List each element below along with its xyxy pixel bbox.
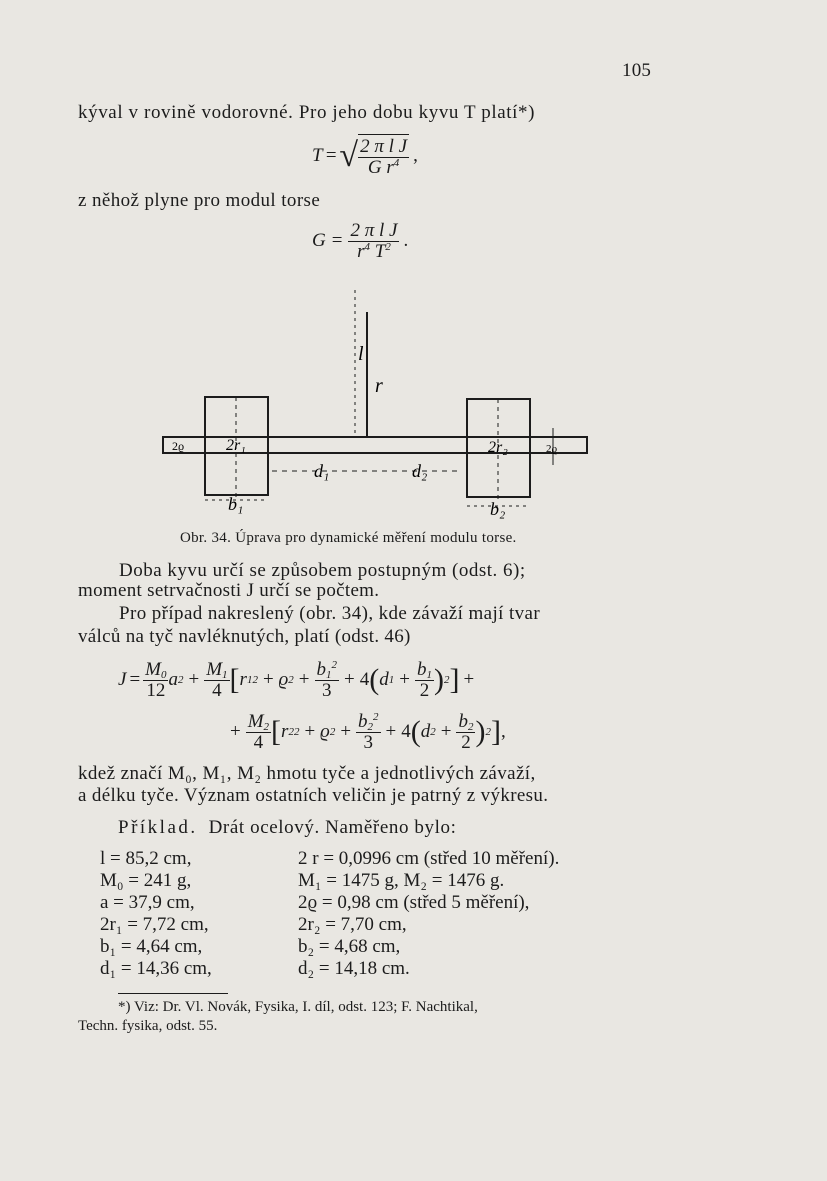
formula-g-num: 2 π l J [350,220,398,241]
formula-four-2: 4 [359,669,370,691]
formula-three-1: 3 [322,679,332,701]
figure-torsion-apparatus [0,0,827,560]
value-a: a = 37,9 cm, [100,892,195,913]
formula-plus-5: + [399,669,410,691]
figure-label-two-rho-right: 2ϱ [546,443,558,455]
values-left [100,848,212,980]
formula-plus-3: + [298,669,310,691]
formula-a: a [168,669,178,691]
value-m1-m2: M₁ = 1475 g, M₂ = 1476 g. [298,870,505,891]
formula-t-num: 2 π l J [360,136,408,157]
figure-label-r: r [375,375,383,397]
figure-label-b1: b₁ [228,494,244,514]
formula-b1: b [316,659,327,680]
formula-r1: r [239,669,247,691]
formula-b2-b-sub: 2 [467,721,474,733]
values-right [298,848,559,980]
value-d2: d₂ = 14,18 cm. [298,958,410,979]
value-d1: d₁ = 14,36 cm, [100,958,212,979]
formula-j: J [118,669,127,691]
figure-label-d1: d₁ [314,461,330,481]
formula-b1-sub: 1 [326,669,332,681]
formula-two-1: 2 [419,679,430,701]
line-modul: z něhož plyne pro modul torse [78,190,321,211]
formula-three-2: 3 [363,731,374,753]
formula-plus-7: + [230,721,241,743]
formula-plus-11: + [440,721,452,743]
formula-g-den-a-exp: 4 [364,240,370,253]
example-title-row [118,817,456,839]
figure-caption: Obr. 34. Úprava pro dynamické měření modulu torse. [180,530,517,546]
formula-d1: d [379,669,389,691]
value-2r: 2 r = 0,0996 cm (střed 10 měření). [298,848,560,869]
formula-b2-sub: 2 [367,721,374,733]
formula-b1-sq: 2 [331,659,338,671]
footnote-rule [118,993,228,994]
formula-plus-1: + [188,669,200,691]
formula-twelve: 12 [146,679,166,701]
formula-b1-b: b [416,659,427,680]
formula-g-tail: . [403,230,409,252]
formula-four-4: 4 [401,721,411,743]
footnote-line2: Techn. fysika, odst. 55. [78,1018,218,1034]
formula-t-den-exp: 4 [393,156,400,169]
formula-g-den-a: r [357,240,365,262]
formula-d2: d [420,721,431,743]
figure-label-two-rho-left: 2ϱ [172,439,185,453]
value-b2: b₂ = 4,68 cm, [298,936,401,957]
formula-plus-9: + [340,721,352,743]
formula-rho-1: ϱ [278,669,289,691]
formula-b2-sq: 2 [373,711,379,723]
figure-label-two-r2: 2r₂ [488,439,508,456]
page-number: 105 [622,60,652,81]
formula-modulus: G = $\frac{\text{2 π l J}}{r^4 T^2}$ . [312,220,409,262]
formula-m1: M [206,659,223,680]
formula-g-den-b-exp: 2 [385,240,391,253]
footnote-line1: *) Viz: Dr. Vl. Novák, Fysika, I. díl, odst. 123; F. Nachtikal, [118,999,478,1015]
formula-plus-8: + [304,721,316,743]
formula-g-lhs: G [312,230,326,252]
value-l: l = 85,2 cm, [100,848,192,869]
formula-plus-10: + [385,721,397,743]
formula-rho-2: ϱ [320,721,330,743]
formula-m0: M [145,659,161,680]
formula-period: T = √ $\frac{\text{2 π l J}}{G r^4}$ , [312,136,418,178]
intro-line: kýval v rovině vodorovné. Pro jeho dobu kyvu T platí*) [78,102,536,123]
formula-b2-b: b [458,711,468,732]
formula-plus-2: + [262,669,274,691]
formula-four-1: 4 [212,679,222,701]
formula-m0-sub: 0 [160,669,167,681]
figure-label-b2: b₂ [490,499,506,519]
formula-g-den-b: T [374,240,386,262]
formula-plus-4: + [344,669,355,691]
value-b1: b₁ = 4,64 cm, [100,936,203,957]
example-heading: Příklad. [118,817,198,838]
formula-t-lhs: T [312,144,323,166]
value-2rho: 2ϱ = 0,98 cm (střed 5 měření), [298,892,530,913]
value-m0: M₀ = 241 g, [100,870,192,891]
figure-label-l: l [358,343,364,365]
para2-line1: Pro případ nakreslený (obr. 34), kde závaží mají tvar [119,603,541,624]
formula-moment-line1: J = $\frac{M_0}{12}$ a 2 + $\frac{M_1}{4}$ [ r 1 2 + ϱ 2 + $\frac{b_1^2}{3}$ + 4 ( d 1 + $\frac{b_1}{2}$ ) 2 ] + [118,659,475,701]
para3-line2: a délku tyče. Význam ostatních veličin je patrný z výkresu. [78,785,549,806]
para1-line2: moment setrvačnosti J určí se počtem. [78,580,380,601]
value-2r1: 2r₁ = 7,72 cm, [100,914,209,935]
para3-line1: kdež značí M₀, M₁, M₂ hmotu tyče a jednotlivých závaží, [78,763,536,784]
formula-b1-b-sub: 1 [426,669,432,681]
formula-eq: = [129,669,141,691]
figure-label-d2: d₂ [412,461,428,481]
example-intro: Drát ocelový. Naměřeno bylo: [208,817,457,838]
formula-plus-6: + [463,669,475,691]
formula-b2: b [358,711,368,732]
para2-line2: válců na tyč navléknutých, platí (odst. 46) [78,626,411,647]
formula-m2-sub: 2 [263,721,270,733]
formula-m1-sub: 1 [222,669,228,681]
formula-r2: r [281,721,289,743]
formula-two-2: 2 [461,731,471,753]
formula-m2: M [247,711,264,732]
figure-label-two-r1: 2r₁ [226,437,246,454]
formula-t-den: G r [367,156,394,178]
formula-t-tail: , [413,144,418,166]
formula-moment-line2: + $\frac{M_2}{4}$ [ r 2 2 + ϱ 2 + $\frac{b_2^2}{3}$ + 4 ( d 2 + $\frac{b_2}{2}$ ) 2 ] , [230,711,506,753]
value-2r2: 2r₂ = 7,70 cm, [298,914,407,935]
formula-four-3: 4 [253,731,264,753]
para1-line1: Doba kyvu určí se způsobem postupným (odst. 6); [119,560,526,581]
